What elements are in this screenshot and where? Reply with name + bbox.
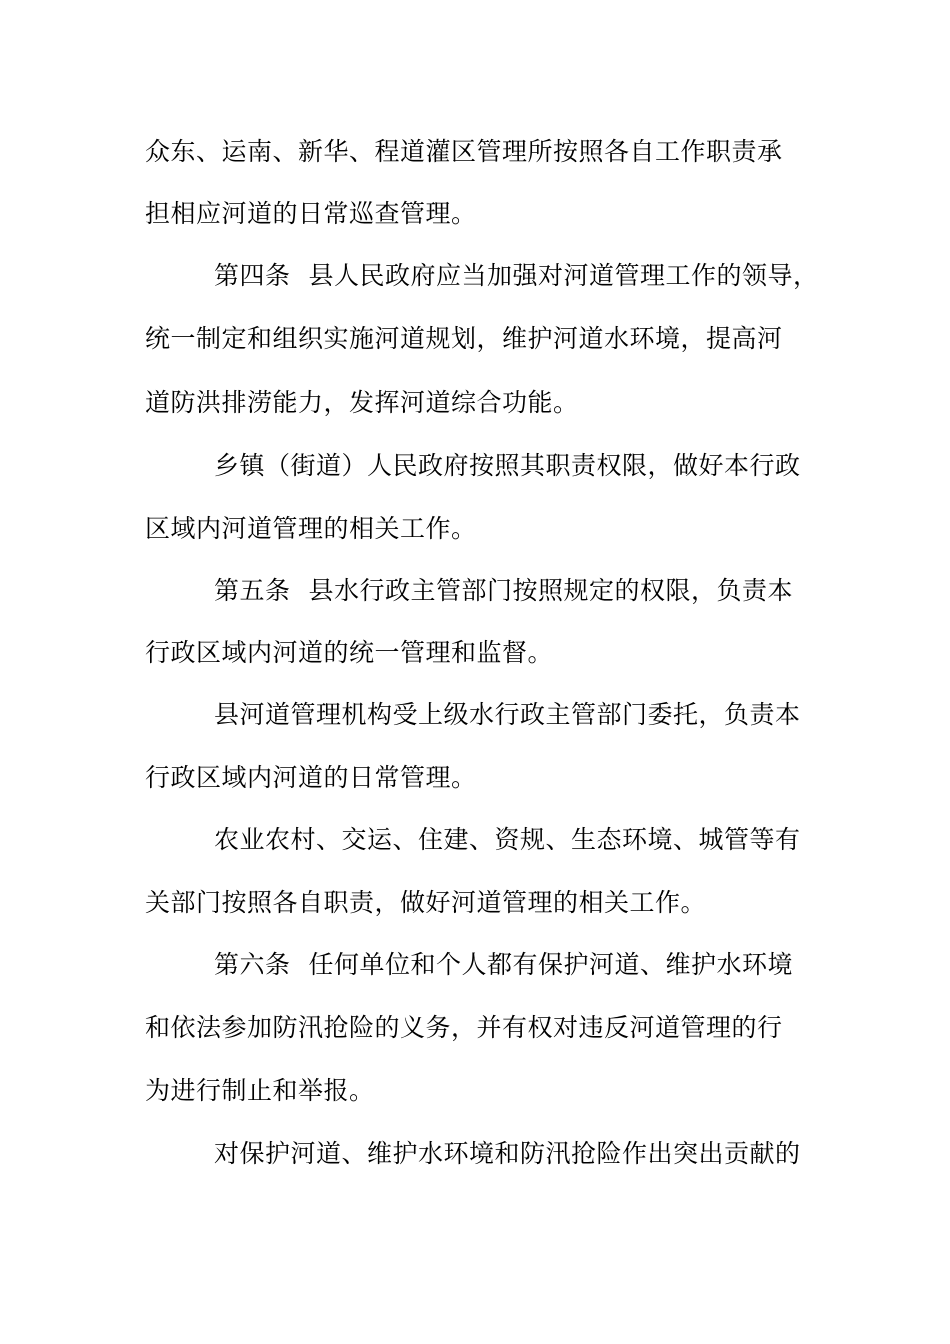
text-line-11 <box>145 762 477 794</box>
text-line-6 <box>214 450 801 482</box>
text-line-4 <box>145 323 783 355</box>
text-line-5 <box>145 387 579 419</box>
text-line-10 <box>214 699 801 731</box>
line-text: 县水行政主管部门按照规定的权限，负责本 <box>308 576 794 605</box>
line-text: 关部门按照各自职责，做好河道管理的相关工作。 <box>145 888 707 917</box>
line-text: 区域内河道管理的相关工作。 <box>145 514 477 543</box>
text-line-2 <box>145 198 477 230</box>
text-line-1 <box>145 136 783 168</box>
line-text: 行政区域内河道的统一管理和监督。 <box>145 638 554 667</box>
text-line-7 <box>145 513 477 545</box>
line-text: 众东、运南、新华、程道灌区管理所按照各自工作职责承 <box>145 137 783 166</box>
line-text: 县河道管理机构受上级水行政主管部门委托，负责本 <box>214 700 801 729</box>
line-text: 统一制定和组织实施河道规划，维护河道水环境，提高河 <box>145 324 783 353</box>
line-text: 道防洪排涝能力，发挥河道综合功能。 <box>145 388 579 417</box>
text-line-12 <box>214 824 801 856</box>
article-number: 第四条 <box>214 261 291 290</box>
line-text: 对保护河道、维护水环境和防汛抢险作出突出贡献的 <box>214 1139 801 1168</box>
article-6-line-1 <box>214 949 793 981</box>
article-number: 第六条 <box>214 950 291 979</box>
article-5-line-1 <box>214 575 793 607</box>
line-text: 乡镇（街道）人民政府按照其职责权限，做好本行政 <box>214 451 801 480</box>
article-number: 第五条 <box>214 576 291 605</box>
text-line-16 <box>145 1075 375 1107</box>
text-line-15 <box>145 1012 783 1044</box>
line-text: 行政区域内河道的日常管理。 <box>145 763 477 792</box>
article-4-line-1 <box>214 260 819 292</box>
text-line-17 <box>214 1138 801 1170</box>
line-text: 任何单位和个人都有保护河道、维护水环境 <box>308 950 794 979</box>
line-text: 和依法参加防汛抢险的义务，并有权对违反河道管理的行 <box>145 1013 783 1042</box>
text-line-13 <box>145 887 706 919</box>
text-line-9 <box>145 637 553 669</box>
line-text: 县人民政府应当加强对河道管理工作的领导， <box>308 261 819 290</box>
line-text: 农业农村、交运、住建、资规、生态环境、城管等有 <box>214 825 801 854</box>
line-text: 为进行制止和举报。 <box>145 1076 375 1105</box>
line-text: 担相应河道的日常巡查管理。 <box>145 199 477 228</box>
